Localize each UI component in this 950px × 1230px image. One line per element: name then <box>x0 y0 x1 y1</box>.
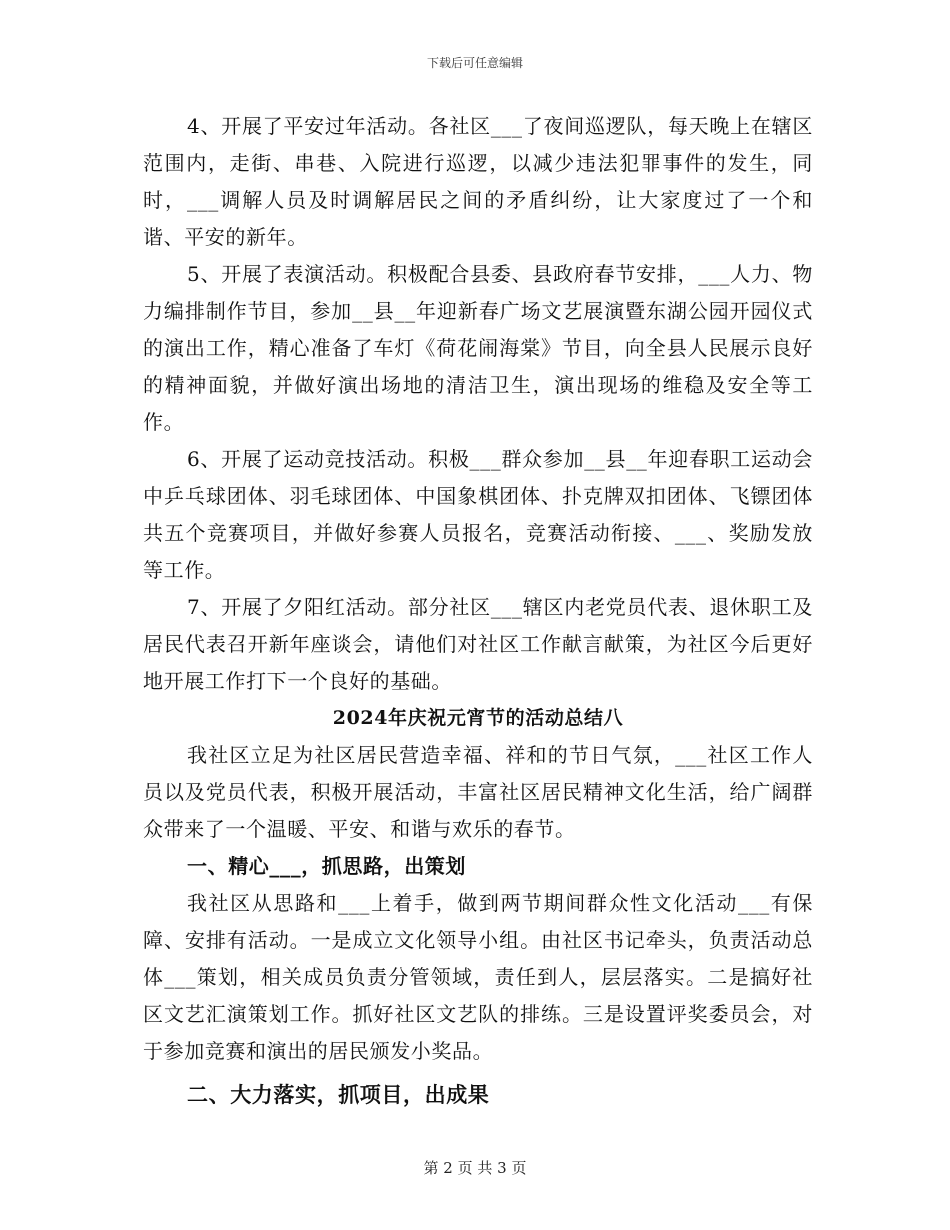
paragraph-item-6: 6、开展了运动竞技活动。积极___群众参加__县__年迎春职工运动会中乒乓球团体、羽毛球团体、中国象棋团体、扑克牌双扣团体、飞镖团体共五个竞赛项目，并做好参赛人员报名，竞赛活动衔接、___、奖励发放等工作。 <box>143 447 813 582</box>
section-title: 2024年庆祝元宵节的活动总结八 <box>332 707 624 729</box>
page-header: 下载后可任意编辑 <box>426 56 523 70</box>
heading-one-paragraph: 我社区从思路和___上着手，做到两节期间群众性文化活动___有保障、安排有活动。一是成立文化领导小组。由社区书记牵头，负责活动总体___策划，相关成员负责分管领域，责任到人，层层落实。二是搞好社区文艺汇演策划工作。抓好社区文艺队的排练。三是设置评奖委员会，对于参加竞赛和演出的居民颁发小奖品。 <box>143 891 813 1063</box>
intro-paragraph: 我社区立足为社区居民营造幸福、祥和的节日气氛，___社区工作人员以及党员代表，积极开展活动，丰富社区居民精神文化生活，给广阔群众带来了一个温暖、平安、和谐与欢乐的春节。 <box>143 743 813 841</box>
document-body <box>143 108 813 1113</box>
paragraph-item-5: 5、开展了表演活动。积极配合县委、县政府春节安排，___人力、物力编排制作节目，参加__县__年迎新春广场文艺展演暨东湖公园开园仪式的演出工作，精心准备了车灯《荷花闹海棠》节目，向全县人民展示良好的精神面貌，并做好演出场地的清洁卫生，演出现场的维稳及安全等工作。 <box>143 262 813 434</box>
heading-one: 一、精心___，抓思路，出策划 <box>187 854 466 878</box>
paragraph-item-7: 7、开展了夕阳红活动。部分社区___辖区内老党员代表、退休职工及居民代表召开新年座谈会，请他们对社区工作献言献策，为社区今后更好地开展工作打下一个良好的基础。 <box>143 595 813 693</box>
heading-two: 二、大力落实，抓项目，出成果 <box>187 1082 490 1107</box>
page-footer: 第 2 页 共 3 页 <box>423 1159 527 1177</box>
paragraph-item-4: 4、开展了平安过年活动。各社区___了夜间巡逻队，每天晚上在辖区范围内，走街、串巷、入院进行巡逻，以减少违法犯罪事件的发生，同时，___调解人员及时调解居民之间的矛盾纠纷，让大家度过了一个和谐、平安的新年。 <box>143 114 813 249</box>
